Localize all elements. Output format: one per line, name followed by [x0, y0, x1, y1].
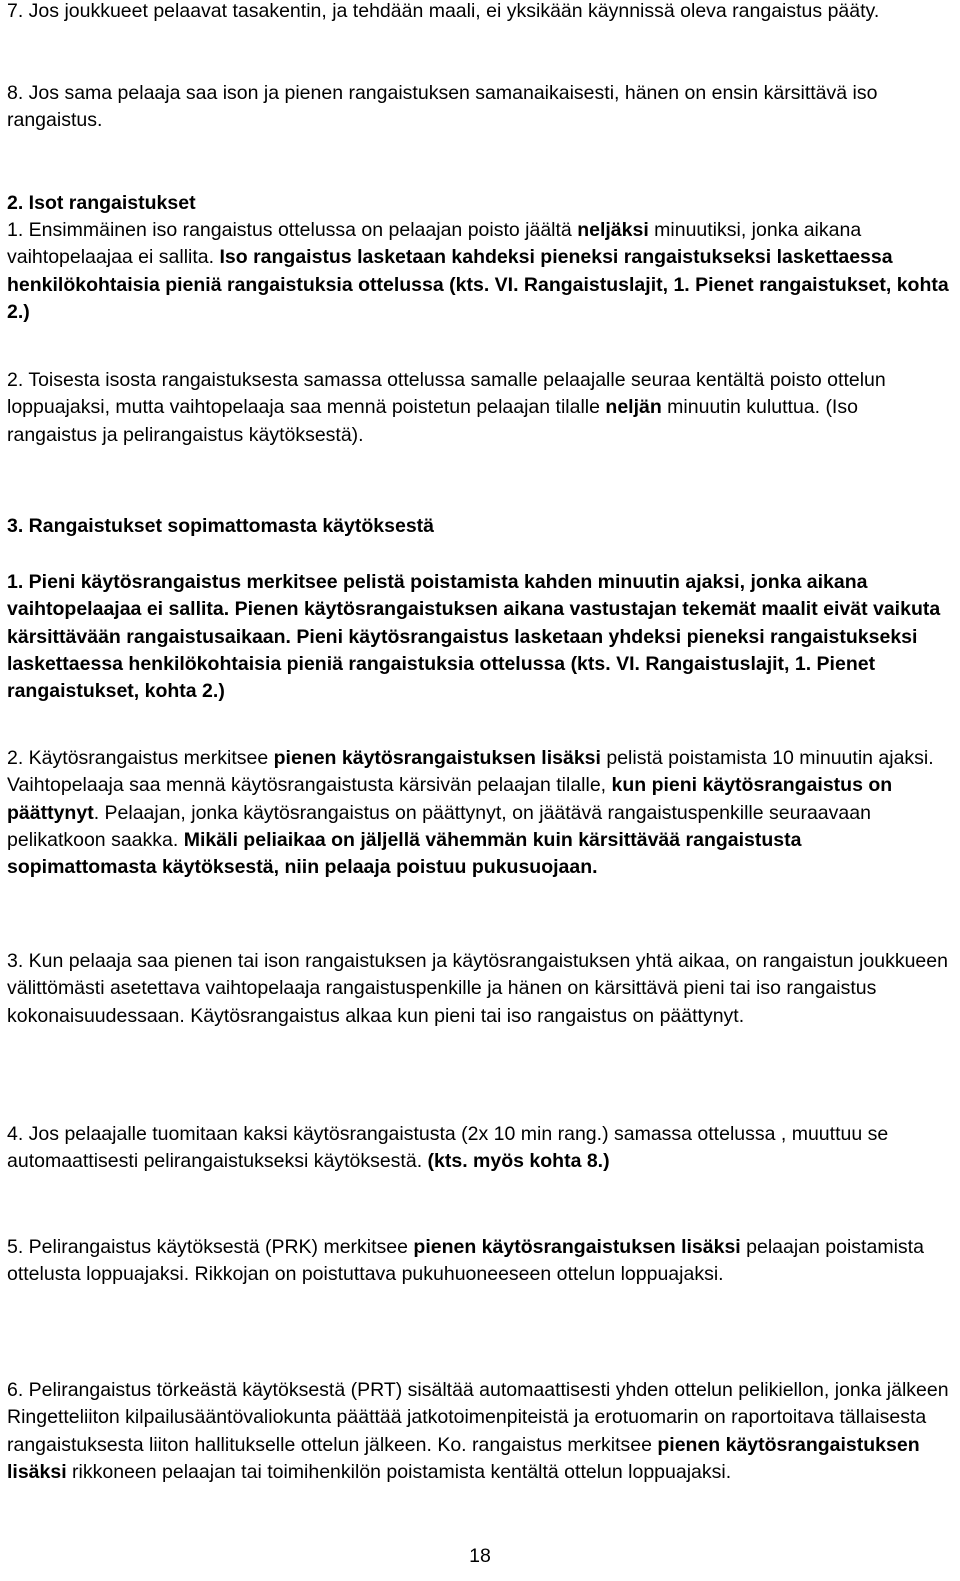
text-run: 6. Pelirangaistus törkeästä käytöksestä (PRT) sisältää automaattisesti yhden ottelun pelikiellon, jonka jälkeen Ringetteliiton kilpailusääntövaliokunta päättää jatkotoimenpiteistä ja erotuomarin on raportoitava tällaisesta rangaistuksesta liiton hallitukselle ottelun jälkeen. Ko. rangaistus merkitsee: [7, 1379, 949, 1456]
text-run: 1. Pieni käytösrangaistus merkitsee pelistä poistamista kahden minuutin ajaksi, jonka aikana vaihtopelaajaa ei sallita. Pienen käytösrangaistuksen aikana vastustajan tekemät maalit eivät vaikuta kärsittävään rangaistusaikaan. Pieni käytösrangaistus lasketaan yhdeksi pieneksi rangaistukseksi laskettaessa henkilökohtaisia pieniä rangaistuksia ottelussa (kts. VI. Rangaistuslajit, 1. Pienet rangaistukset, kohta 2.): [7, 571, 941, 703]
text-run: pienen käytösrangaistuksen lisäksi: [413, 1236, 741, 1258]
misconduct-rule-2: [7, 745, 953, 881]
misconduct-rule-4: [7, 1121, 953, 1176]
text-run: pienen käytösrangaistuksen lisäksi: [273, 747, 601, 769]
text-run: 7. Jos joukkueet pelaavat tasakentin, ja tehdään maali, ei yksikään käynnissä oleva rangaistus pääty.: [7, 0, 880, 22]
text-run: kun pieni käytösrangaistus on päättynyt: [7, 774, 893, 824]
misconduct-rule-6: [7, 1377, 953, 1486]
page-number: 18: [469, 1545, 491, 1567]
text-run: 2. Isot rangaistukset: [7, 192, 196, 214]
rule-7-paragraph: [7, 0, 953, 25]
text-run: Mikäli peliaikaa on jäljellä vähemmän kuin kärsittävää rangaistusta sopimattomasta käytöksestä, niin pelaaja poistuu pukusuojaan.: [7, 828, 802, 879]
rule-8-paragraph: [7, 80, 953, 135]
text-run: minuutin kuluttua. (Iso rangaistus ja pelirangaistus käytöksestä).: [7, 396, 858, 446]
text-run: 5. Pelirangaistus käytöksestä (PRK) merkitsee: [7, 1236, 414, 1258]
text-run: . Pelaajan, jonka käytösrangaistus on päättynyt, on jäätävä rangaistuspenkille seuraavaan pelikatkoon saakka.: [7, 801, 871, 851]
big-penalty-rule-2: [7, 367, 953, 449]
text-run: 4. Jos pelaajalle tuomitaan kaksi käytösrangaistusta (2x 10 min rang.) samassa ottelussa , muuttuu se automaattisesti pelirangaistukseksi käytöksestä.: [7, 1123, 889, 1173]
section-heading-big-penalties: [7, 190, 953, 217]
text-run: minuutiksi, jonka aikana vaihtopelaajaa ei sallita.: [7, 219, 862, 269]
text-run: Iso rangaistus lasketaan kahdeksi pieneksi rangaistukseksi laskettaessa henkilökohtaisia pieniä rangaistuksia ottelussa (kts. VI. Rangaistuslajit, 1. Pienet rangaistukset, kohta 2.): [7, 246, 949, 323]
text-run: 8. Jos sama pelaaja saa ison ja pienen rangaistuksen samanaikaisesti, hänen on ensin kärsittävä iso rangaistus.: [7, 82, 878, 132]
big-penalty-rule-1: [7, 217, 953, 326]
text-run: rikkoneen pelaajan tai toimihenkilön poistamista kentältä ottelun loppuajaksi.: [66, 1460, 732, 1483]
misconduct-rule-5: [7, 1234, 953, 1289]
text-run: 3. Rangaistukset sopimattomasta käytöksestä: [7, 515, 435, 537]
misconduct-rule-3: [7, 948, 953, 1030]
text-run: 2. Käytösrangaistus merkitsee: [7, 747, 274, 769]
text-run: pelistä poistamista 10 minuutin ajaksi. Vaihtopelaaja saa mennä käytösrangaistusta kärsivän pelaajan tilalle,: [7, 747, 934, 797]
text-run: pienen käytösrangaistuksen lisäksi: [7, 1433, 920, 1483]
text-run: (kts. myös kohta 8.): [427, 1150, 610, 1173]
text-run: neljäksi: [577, 219, 649, 241]
text-run: 2. Toisesta isosta rangaistuksesta samassa ottelussa samalle pelaajalle seuraa kentältä poisto ottelun loppuajaksi, mutta vaihtopelaaja saa mennä poistetun pelaajan tilalle: [7, 369, 886, 419]
text-run: 3. Kun pelaaja saa pienen tai ison rangaistuksen ja käytösrangaistuksen yhtä aikaa, on rangaistun joukkueen välittömästi asetettava vaihtopelaaja rangaistuspenkille ja hänen on kärsittävä pieni tai iso rangaistus kokonaisuudessaan. Käytösrangaistus alkaa kun pieni tai iso rangaistus on päättynyt.: [7, 950, 948, 1027]
text-run: 1. Ensimmäinen iso rangaistus ottelussa on pelaajan poisto jäältä: [7, 219, 578, 241]
text-run: pelaajan poistamista ottelusta loppuajaksi. Rikkojan on poistuttava pukuhuoneeseen ottelun loppuajaksi.: [7, 1236, 924, 1286]
text-run: neljän: [605, 396, 662, 419]
section-heading-misconduct: [7, 513, 953, 540]
misconduct-rule-1: [7, 569, 953, 705]
